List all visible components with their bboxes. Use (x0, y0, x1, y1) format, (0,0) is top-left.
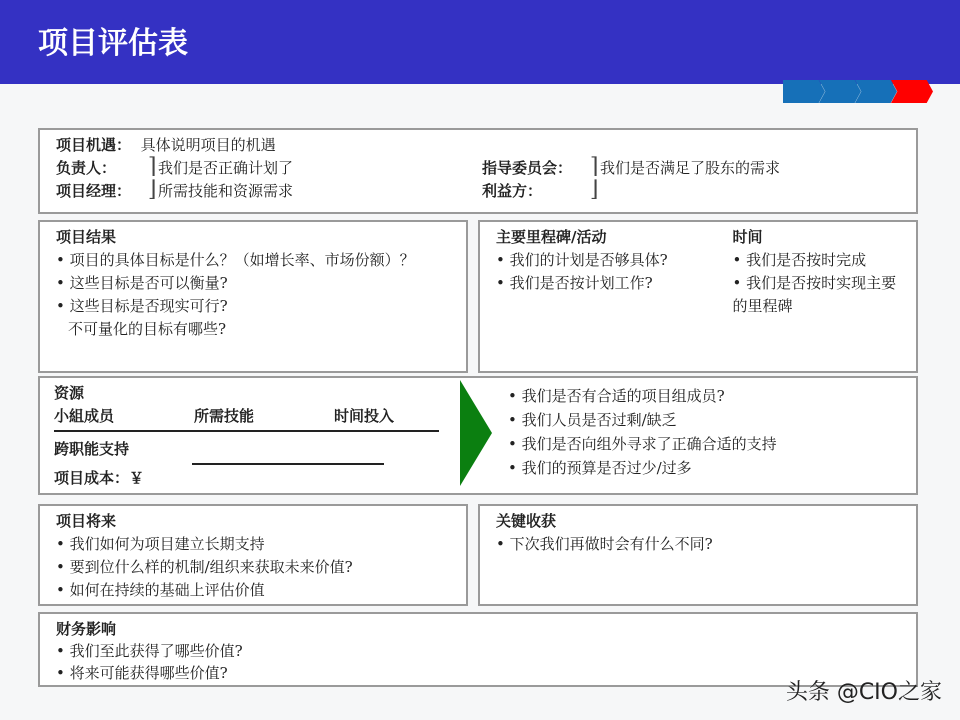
list-item: • 我们是否向组外寻求了正确合适的支持 (508, 432, 777, 456)
section-title: 项目将来 (56, 512, 117, 530)
list-item: • 将来可能获得哪些价值? (56, 662, 900, 684)
section-title: 时间 (732, 228, 763, 246)
label: 跨职能支持 (54, 440, 130, 458)
progress-step-3 (855, 80, 897, 103)
list-item: • 要到位什么样的机制/组织来获取未来价值? (56, 556, 450, 579)
label: 项目经理： (56, 182, 132, 200)
column-header: 所需技能 (194, 407, 255, 425)
list-item: • 如何在持续的基础上评估价值 (56, 579, 450, 602)
resources-box (38, 376, 918, 495)
list-item: • 我们是否有合适的项目组成员? (508, 384, 777, 408)
label: 项目机遇： (56, 136, 132, 154)
section-title: 资源 (54, 384, 85, 402)
list-item: • 项目的具体目标是什么？（如增长率、市场份额）？ (56, 249, 450, 272)
progress-step-1 (783, 80, 825, 103)
label: 指导委员会： (482, 159, 573, 177)
list-item: • 我们的计划是否够具体? (496, 249, 732, 272)
section-title: 项目结果 (56, 228, 117, 246)
label: 负责人： (56, 159, 117, 177)
future-box (38, 504, 468, 606)
opportunity-box: 项目机遇： 具体说明项目的机遇 负责人： ⌉ 我们是否正确计划了 项目经理： ⌋ 所需技能和资源需求 指导委员会： ⌉ 我们是否满足了股东的需求 利益方： ⌋ (38, 128, 918, 214)
progress-step-4 (891, 80, 933, 103)
list-item: • 我们是否按时实现主要的里程碑 (732, 272, 900, 318)
text: 我们是否正确计划了 (158, 159, 294, 177)
divider (192, 463, 384, 465)
milestones-box (478, 220, 918, 373)
column-header: 时间投入 (334, 407, 395, 425)
progress-step-2 (819, 80, 861, 103)
list-item: 不可量化的目标有哪些? (68, 320, 227, 338)
section-title: 主要里程碑/活动 (496, 228, 607, 246)
section-title: 关键收获 (496, 512, 557, 530)
list-item: • 下次我们再做时会有什么不同? (496, 533, 900, 556)
list-item: • 我们的预算是否过少/过多 (508, 456, 777, 480)
section-title: 财务影响 (56, 620, 117, 638)
list-item: • 我们是否按计划工作? (496, 272, 732, 295)
list-item: • 我们如何为项目建立长期支持 (56, 533, 450, 556)
list-item: • 我们人员是否过剩/缺乏 (508, 408, 777, 432)
column-header: 小組成员 (54, 407, 115, 425)
results-box (38, 220, 468, 373)
page-title: 项目评估表 (38, 26, 188, 61)
label: 利益方： (482, 182, 543, 200)
list-item: • 这些目标是否可以衡量? (56, 272, 450, 295)
list-item: • 我们是否按时完成 (732, 249, 900, 272)
lessons-box (478, 504, 918, 606)
text: 我们是否满足了股东的需求 (600, 159, 781, 177)
list-item: • 我们至此获得了哪些价值? (56, 640, 900, 662)
list-item: • 这些目标是否现实可行? (56, 295, 450, 318)
text: 所需技能和资源需求 (158, 182, 294, 200)
text: 具体说明项目的机遇 (140, 136, 276, 154)
watermark: 头条 @CIO之家 (785, 680, 942, 705)
label: 项目成本：￥ (54, 469, 145, 487)
